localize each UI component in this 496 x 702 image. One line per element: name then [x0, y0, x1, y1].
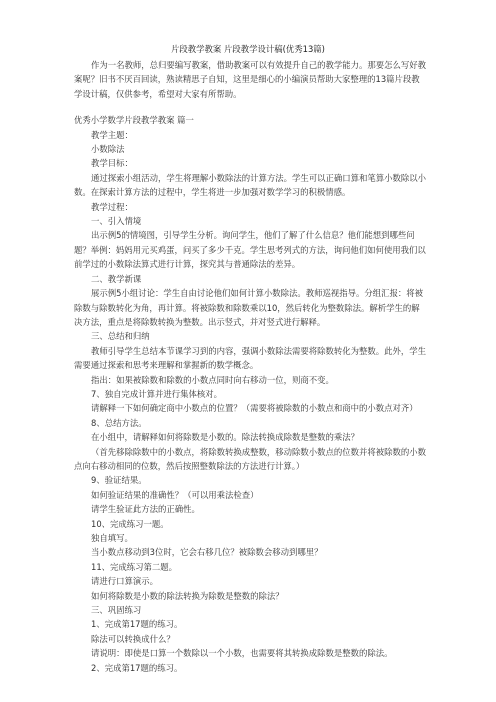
paragraph: 请学生验证此方法的正确性。 [91, 504, 200, 515]
paragraph: 如何验证结果的准确性？（可以用乘法检查） [91, 489, 259, 500]
paragraph: 请解释一下如何确定商中小数点的位置？（需要将被除数的小数点和商中的小数点对齐） [91, 403, 418, 414]
paragraph: 7、独自完成计算并进行集体核对。 [91, 388, 222, 399]
document-title: 片段教学教案 片段教学设计稿(优秀13篇) [171, 44, 325, 54]
paragraph: 教学目标： [91, 158, 133, 169]
paragraph: 请说明：即使是口算一个数除以一个小数，也需要将其转换成除数是整数的除法。 [91, 648, 393, 659]
paragraph: 展示例5小组讨论：学生自由讨论他们如何计算小数除法。教师巡视指导。分组汇报：将被除数与除数转化为角，再计算。将被除数和除数乘以10，然后转化为整数除法。解析学生的解决方法，重点是将除数转换为整数。出示竖式，并对竖式进行解释。 [74, 288, 423, 327]
paragraph: 请进行口算演示。 [91, 576, 158, 587]
paragraph: 除法可以转换成什么？ [91, 633, 175, 644]
intro-paragraph: 作为一名教师，总归要编写教案，借助教案可以有效提升自己的教学能力。那要怎么写好教案呢？旧书不厌百回读，熟读精思子自知，这里是细心的小编演员帮助大家整理的13篇片段教学设计稿，仅供参考，希望对大家有所帮助。 [74, 60, 426, 99]
paragraph: 指出：如果被除数和除数的小数点同时向右移动一位，则商不变。 [91, 374, 334, 385]
paragraph: 在小组中，请解释如何将除数是小数的。除法转换成除数是整数的乘法？ [91, 432, 359, 443]
paragraph: 2、完成第17题的练习。 [91, 662, 183, 673]
paragraph: 出示例5的情境图，引导学生分析。询问学生，他们了解了什么信息？他们能想到哪些问题？举例：妈妈用元买鸡蛋，问买了多少千克。学生思考列式的方法，询问他们如何使用我们以前学过的小数除法算式进行计算，探究其与普通除法的差异。 [74, 230, 426, 270]
paragraph: 当小数点移动到3位时，它会右移几位？被除数会移动到哪里？ [91, 547, 323, 558]
section-heading: 优秀小学数学片段教学教案 篇一 [74, 115, 194, 126]
paragraph: 11、完成练习第二题。 [91, 561, 178, 572]
paragraph: 教学过程： [91, 201, 133, 212]
paragraph: 教学主题： [91, 129, 133, 140]
paragraph: 1、完成第17题的练习。 [91, 619, 183, 630]
paragraph: 如何将除数是小数的除法转换为除数是整数的除法？ [91, 590, 284, 601]
paragraph: 一、引入情境 [91, 216, 142, 227]
paragraph: 二、教学新课 [91, 273, 142, 284]
paragraph: 9、验证结果。 [91, 475, 147, 486]
paragraph: 小数除法 [91, 144, 125, 155]
paragraph: 8、总结方法。 [91, 417, 147, 428]
paragraph: 独自填写。 [91, 533, 133, 543]
paragraph: 通过探索小组活动，学生将理解小数除法的计算方法。学生可以正确口算和笔算小数除以小数。在探索计算方法的过程中，学生将进一步加强对数学学习的积极情感。 [74, 172, 426, 198]
paragraph: （首先移除除数中的小数点，将除数转换成整数，移动除数小数点的位数并将被除数的小数点向右移动相同的位数，然后按照整数除法的方法进行计算。） [74, 446, 426, 471]
paragraph: 三、总结和归纳 [91, 331, 150, 342]
document-body [74, 58, 426, 675]
paragraph: 三、巩固练习 [91, 605, 142, 616]
paragraph: 教师引导学生总结本节课学习到的内容，强调小数除法需要将除数转化为整数。此外，学生需要通过探索和思考来理解和掌握新的数学概念。 [74, 345, 426, 371]
paragraph: 10、完成练习一题。 [91, 518, 169, 529]
